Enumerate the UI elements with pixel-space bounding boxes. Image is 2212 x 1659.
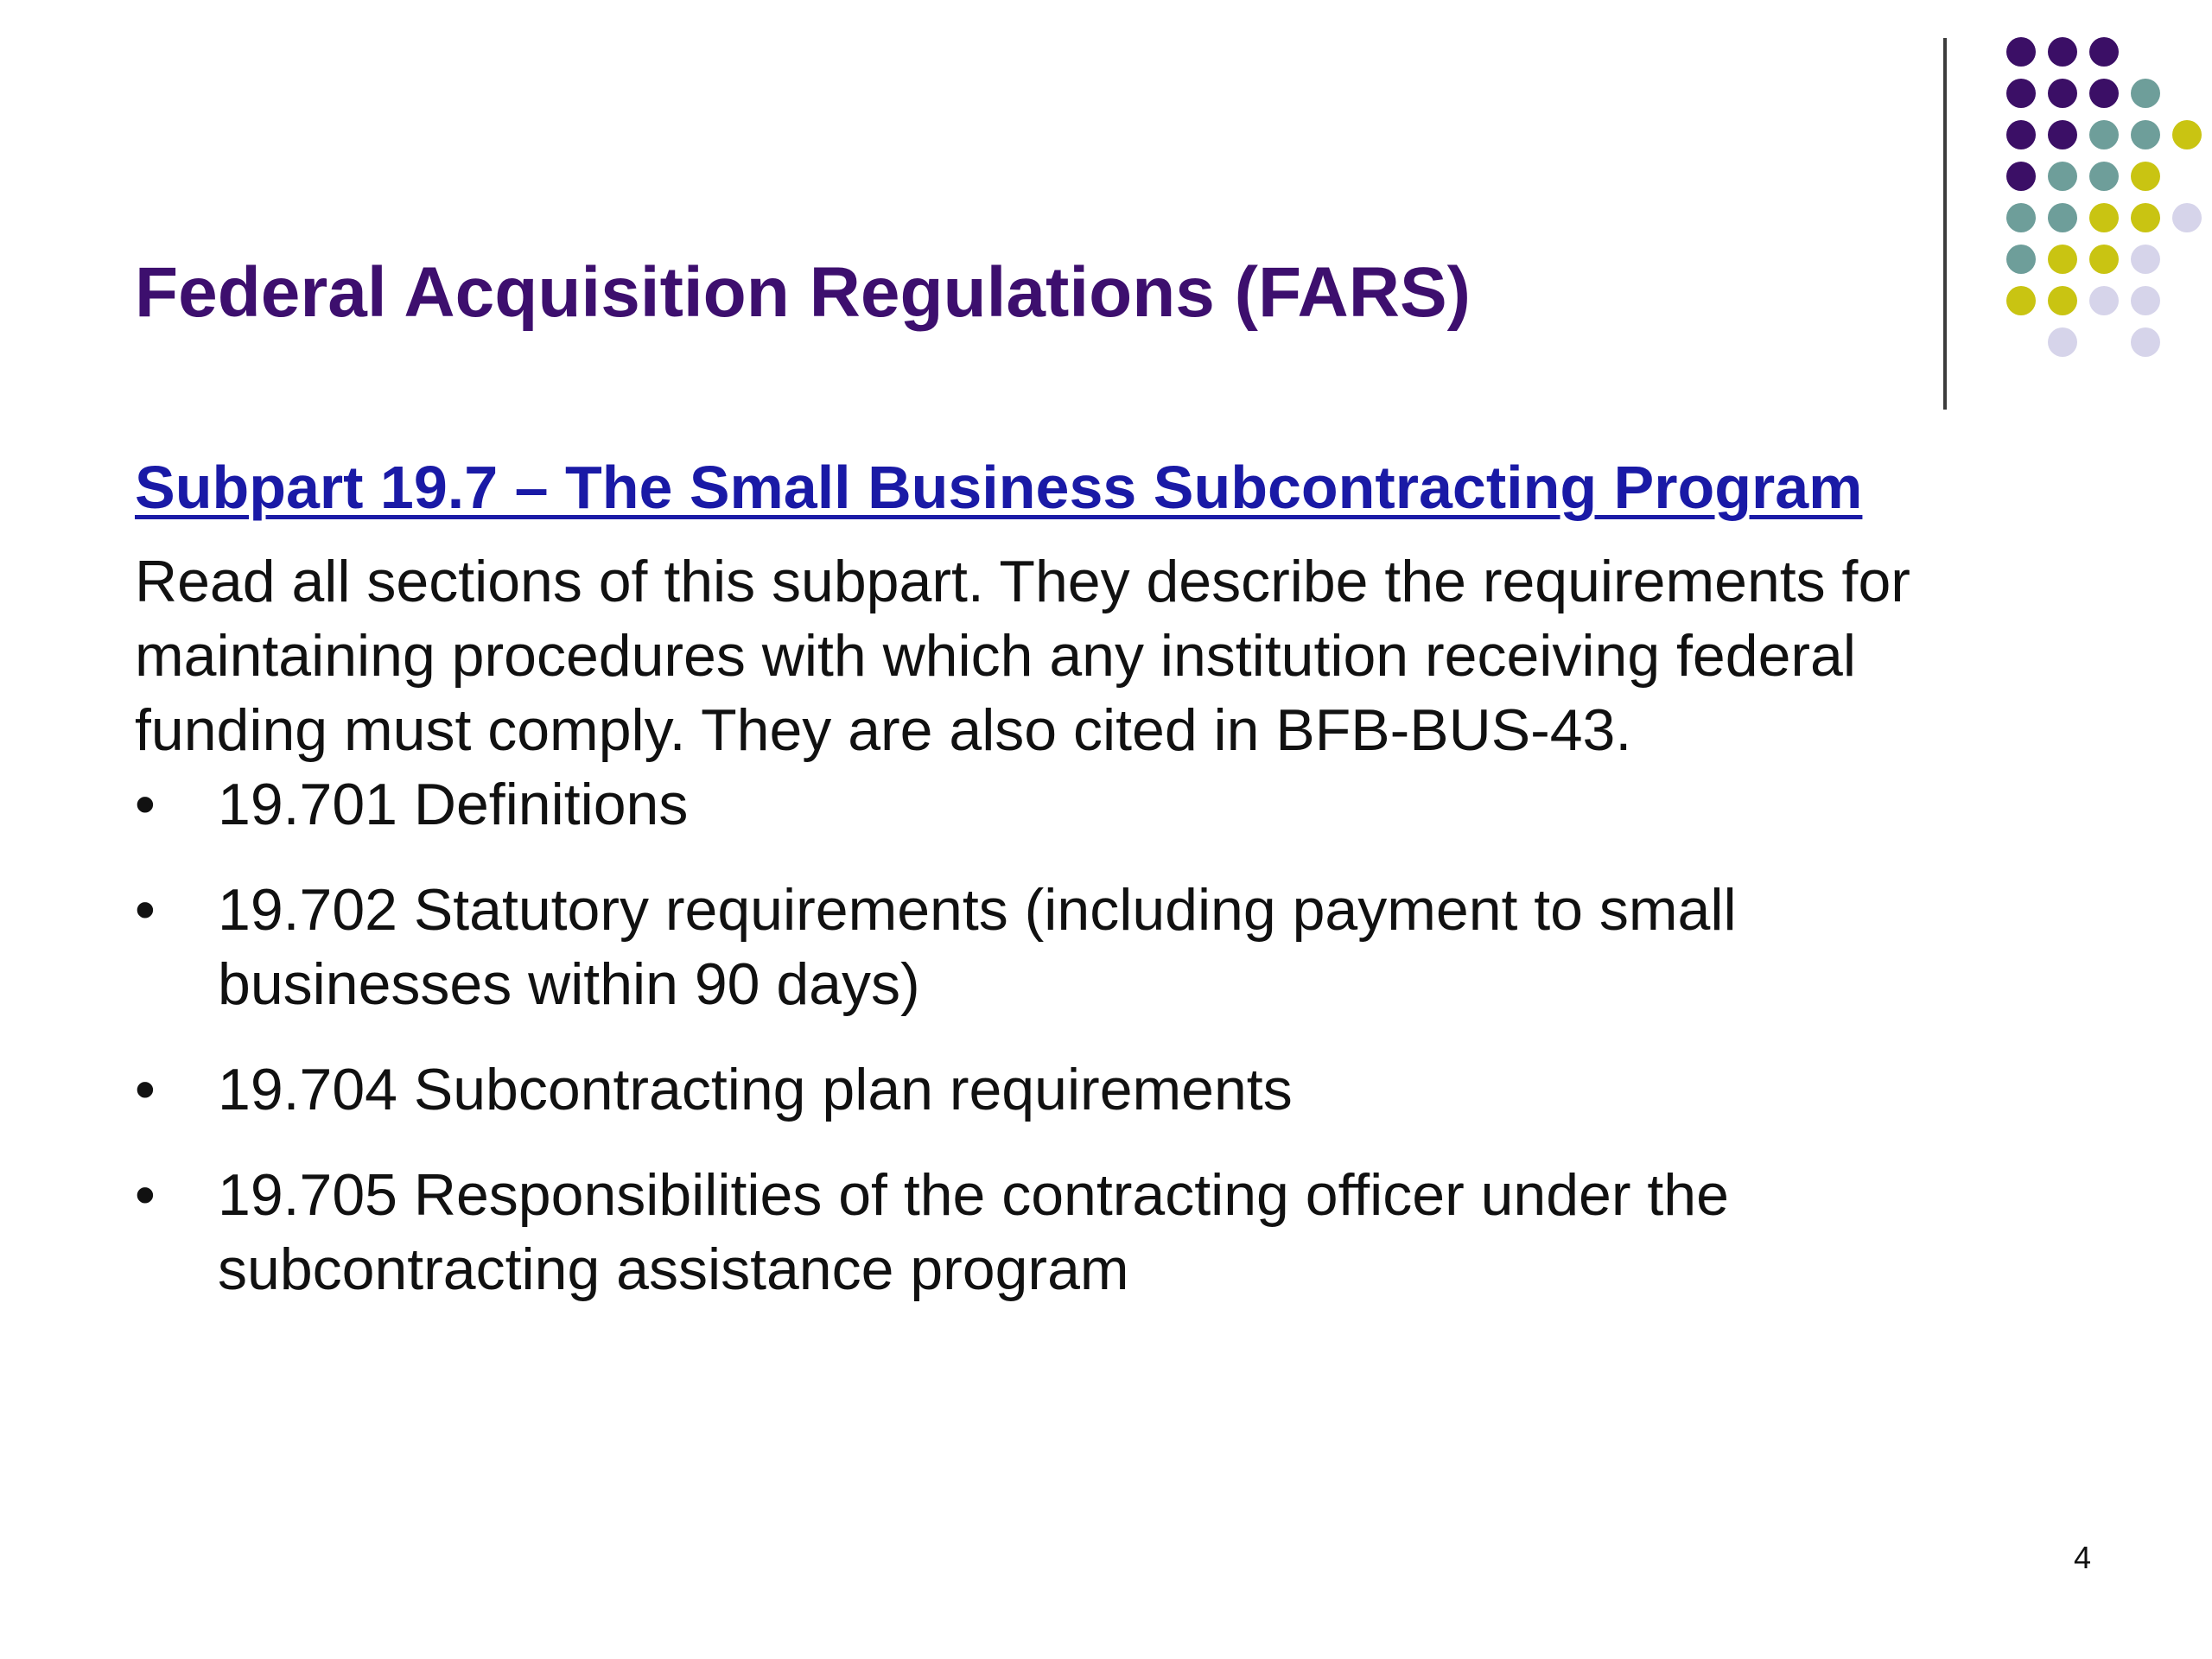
- dot-lavender: [2131, 286, 2160, 315]
- dot-purple: [2006, 162, 2036, 191]
- dot-lavender: [2172, 203, 2202, 232]
- section-bullet-list: [135, 767, 2036, 1338]
- dot-teal: [2006, 203, 2036, 232]
- intro-paragraph: Read all sections of this subpart. They describe the requirements for maintaining procedures with which any institution receiving federal funding must comply. They are also cited in BFB-BUS-43.: [135, 549, 1910, 763]
- bullet-mark: •: [135, 1057, 156, 1122]
- bullet-text: 19.701 Definitions: [218, 772, 689, 837]
- dot-teal: [2048, 203, 2077, 232]
- decorative-dot-grid: [1970, 26, 2212, 372]
- dot-yellow: [2131, 162, 2160, 191]
- dot-teal: [2006, 245, 2036, 274]
- bullet-item: [135, 1158, 2036, 1306]
- dot-yellow: [2131, 203, 2160, 232]
- bullet-item: [135, 767, 2036, 842]
- dot-purple: [2048, 120, 2077, 149]
- dot-lavender: [2131, 245, 2160, 274]
- bullet-text: 19.704 Subcontracting plan requirements: [218, 1057, 1293, 1122]
- dot-yellow: [2172, 120, 2202, 149]
- dot-purple: [2006, 120, 2036, 149]
- title-divider-line: [1943, 38, 1947, 410]
- dot-purple: [2006, 79, 2036, 108]
- dot-teal: [2131, 79, 2160, 108]
- dot-yellow: [2006, 286, 2036, 315]
- bullet-item: [135, 873, 2036, 1021]
- dot-lavender: [2131, 327, 2160, 357]
- dot-yellow: [2048, 286, 2077, 315]
- page-number: 4: [2074, 1540, 2092, 1575]
- dot-lavender: [2089, 286, 2119, 315]
- dot-teal: [2131, 120, 2160, 149]
- dot-teal: [2089, 120, 2119, 149]
- bullet-item: [135, 1052, 2036, 1127]
- dot-purple: [2089, 79, 2119, 108]
- dot-purple: [2089, 37, 2119, 67]
- bullet-text: 19.705 Responsibilities of the contracting officer under the subcontracting assistance program: [218, 1162, 1729, 1302]
- dot-purple: [2048, 79, 2077, 108]
- dot-yellow: [2089, 245, 2119, 274]
- subpart-link[interactable]: Subpart 19.7 – The Small Business Subcontracting Program: [135, 454, 1863, 521]
- dot-lavender: [2048, 327, 2077, 357]
- slide-title: Federal Acquisition Regulations (FARS): [135, 253, 1471, 332]
- bullet-mark: •: [135, 877, 156, 943]
- dot-yellow: [2089, 203, 2119, 232]
- bullet-mark: •: [135, 1162, 156, 1228]
- dot-teal: [2089, 162, 2119, 191]
- dot-teal: [2048, 162, 2077, 191]
- dot-purple: [2048, 37, 2077, 67]
- dot-yellow: [2048, 245, 2077, 274]
- dot-purple: [2006, 37, 2036, 67]
- bullet-text: 19.702 Statutory requirements (including payment to small businesses within 90 days): [218, 877, 1737, 1017]
- bullet-mark: •: [135, 772, 156, 837]
